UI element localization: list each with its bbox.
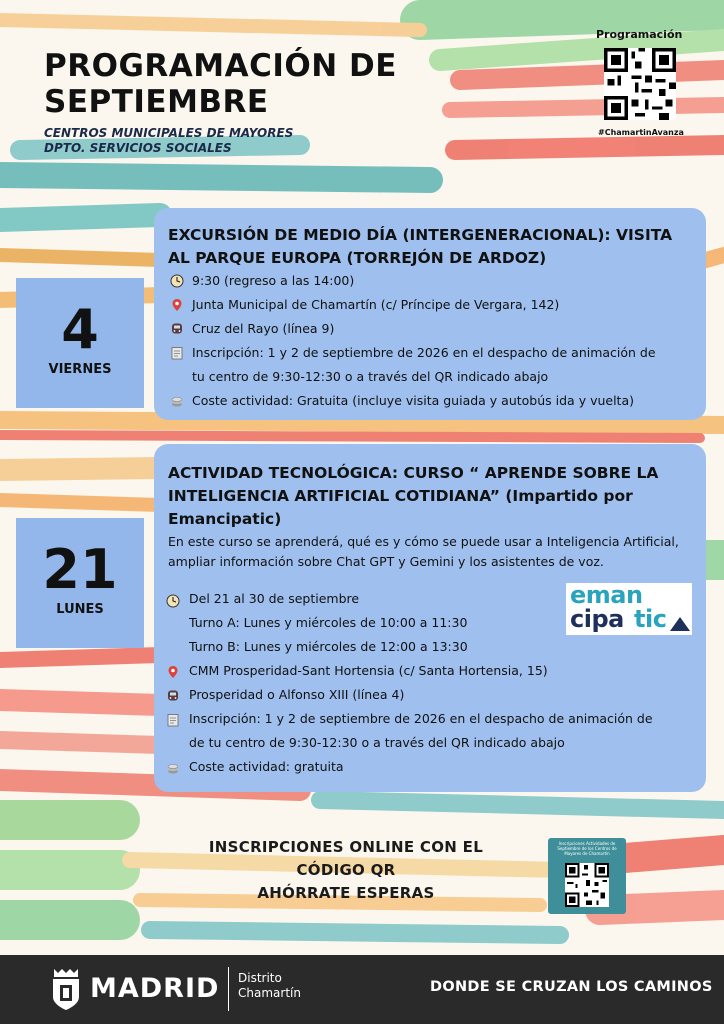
event-2-registration-line-1: Inscripción: 1 y 2 de septiembre de 2026 en el despacho de animación de [189, 711, 653, 726]
event-2-turno-a: Turno A: Lunes y miércoles de 10:00 a 11:30 [189, 615, 468, 630]
hashtag: #ChamartinAvanza [598, 128, 684, 137]
event-1-cost: Coste actividad: Gratuita (incluye visita guiada y autobús ida y vuelta) [192, 393, 634, 408]
footer-slogan: DONDE SE CRUZAN LOS CAMINOS [430, 979, 713, 995]
clipboard-icon [166, 713, 180, 727]
cta-line-1: INSCRIPCIONES ONLINE CON EL [208, 838, 484, 856]
title-line-2: SEPTIEMBRE [44, 84, 269, 120]
event-2-location: CMM Prosperidad-Sant Hortensia (c/ Santa Hortensia, 15) [189, 663, 548, 678]
logo-line-1: eman [570, 581, 643, 609]
metro-icon [166, 689, 180, 703]
event-2-registration-line-2: de tu centro de 9:30-12:30 o a través del QR indicado abajo [189, 735, 565, 750]
event-1-title-line-2: AL PARQUE EUROPA (TORREJÓN DE ARDOZ) [168, 249, 547, 267]
event-2-turno-b: Turno B: Lunes y miércoles de 12:00 a 13:30 [189, 639, 468, 654]
emancipatic-logo [566, 583, 692, 635]
district-line-2: Chamartín [238, 986, 301, 1000]
event-2-date-box [16, 518, 144, 648]
clipboard-icon [170, 346, 184, 360]
event-1-day-number: 4 [61, 298, 99, 361]
event-1-time: 9:30 (regreso a las 14:00) [192, 273, 355, 288]
madrid-crest-icon [50, 967, 82, 1011]
event-2-title-line-2: INTELIGENCIA ARTIFICIAL COTIDIANA” (Impartido por [168, 487, 633, 505]
event-2-title [168, 462, 698, 531]
event-2-day-name: LUNES [56, 602, 104, 617]
logo-line-2: cipa [570, 605, 624, 633]
district-name [238, 971, 301, 1001]
event-1-title-line-1: EXCURSIÓN DE MEDIO DÍA (INTERGENERACIONAL): VISITA [168, 226, 673, 244]
location-pin-icon [166, 665, 180, 679]
metro-icon [170, 322, 184, 336]
event-2-day-number: 21 [42, 538, 118, 601]
event-1-transport: Cruz del Rayo (línea 9) [192, 321, 335, 336]
event-2-title-line-1: ACTIVIDAD TECNOLÓGICA: CURSO “ APRENDE SOBRE LA [168, 464, 659, 482]
logo-triangle-icon [670, 617, 690, 631]
event-1-location: Junta Municipal de Chamartín (c/ Príncipe de Vergara, 142) [192, 297, 560, 312]
qr-code-icon[interactable] [604, 48, 676, 120]
event-2-description: En este curso se aprenderá, qué es y cómo se puede usar a Inteligencia Artificial, ampliar información sobre Chat GPT y Gemini y los asistentes de voz. [168, 534, 679, 569]
registration-callout [190, 836, 502, 905]
event-2-cost: Coste actividad: gratuita [189, 759, 344, 774]
event-1-date-box [16, 278, 144, 408]
event-2-title-line-3: Emancipatic) [168, 510, 282, 528]
event-1-day-name: VIERNES [48, 362, 112, 377]
madrid-brand: MADRID [90, 973, 220, 1004]
coins-icon [170, 394, 184, 408]
event-1-title [168, 224, 698, 270]
logo-tic: tic [634, 605, 667, 633]
subtitle-line-2: DPTO. SERVICIOS SOCIALES [44, 141, 232, 155]
footer-bar [0, 955, 724, 1024]
page-subtitle [44, 126, 293, 156]
qr-label: Programación [596, 28, 683, 41]
clock-icon [170, 274, 184, 288]
cta-line-2: CÓDIGO QR [296, 861, 396, 879]
footer-divider [228, 967, 229, 1011]
qr-caption: Inscripciones Actividades de Septiembre de los Centros de Mayores de Chamartín [557, 841, 617, 856]
event-1-registration-line-2: tu centro de 9:30-12:30 o a través del QR indicado abajo [192, 369, 549, 384]
location-pin-icon [170, 298, 184, 312]
cta-line-3: AHÓRRATE ESPERAS [257, 884, 435, 902]
district-line-1: Distrito [238, 971, 282, 985]
subtitle-line-1: CENTROS MUNICIPALES DE MAYORES [44, 126, 294, 140]
event-2-dates: Del 21 al 30 de septiembre [189, 591, 360, 606]
event-2-transport: Prosperidad o Alfonso XIII (línea 4) [189, 687, 405, 702]
clock-icon [166, 594, 180, 608]
qr-code-icon[interactable] [565, 863, 609, 907]
registration-qr-card[interactable] [548, 838, 626, 914]
title-line-1: PROGRAMACIÓN DE [44, 48, 397, 84]
coins-icon [166, 761, 180, 775]
event-1-registration-line-1: Inscripción: 1 y 2 de septiembre de 2026 en el despacho de animación de [192, 345, 656, 360]
page-title [44, 48, 397, 120]
